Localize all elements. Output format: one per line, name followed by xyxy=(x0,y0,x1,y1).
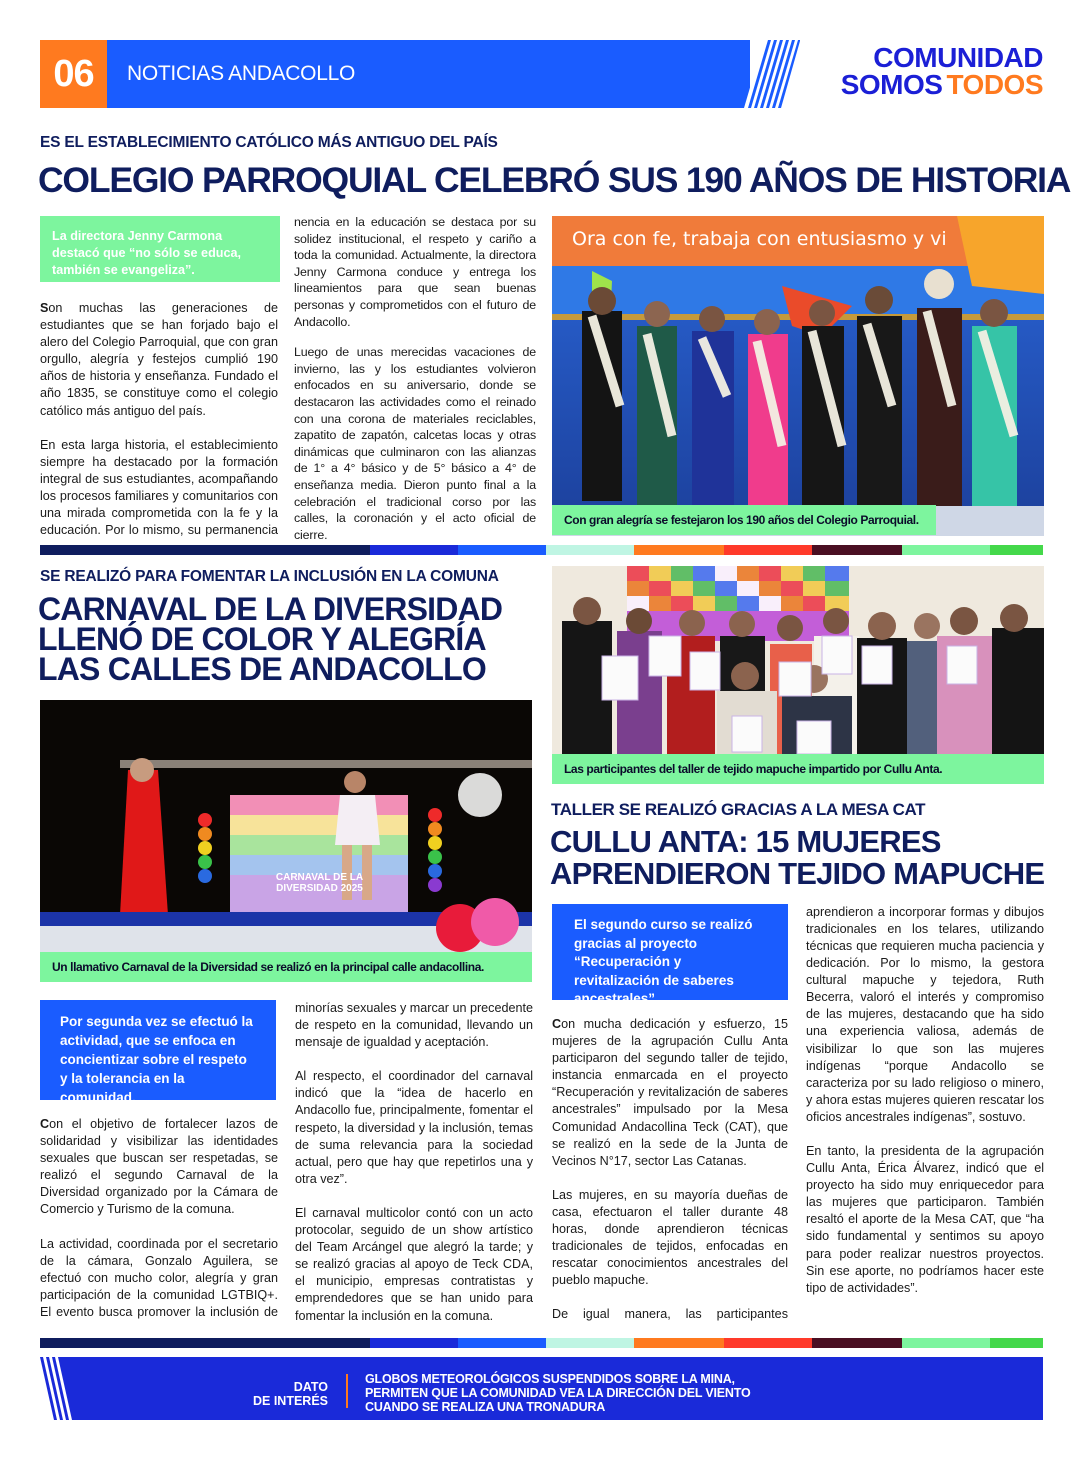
article3-para-1 xyxy=(552,1016,788,1170)
article3-para-1-text: on mucha dedicación y esfuerzo, 15 mujeres de la agrupación Cullu Anta participaron del segundo taller de tejido, instancia enmarcada en el proyecto “Recuperación y revitalización de saberes ancestrales” impulsado por la Mesa Comunidad Andacollina Teck (CAT), que se realizó en la sede de la Junta de Vecinos N°17, sector Las Catanas. xyxy=(552,1017,788,1168)
divider-segment xyxy=(370,545,458,555)
article1-para-1 xyxy=(40,300,278,420)
divider-segment xyxy=(902,545,990,555)
drop-cap: S xyxy=(40,301,49,315)
article2-headline-line-3: LAS CALLES DE ANDACOLLO xyxy=(38,651,486,687)
fact-line-3: CUANDO SE REALIZA UNA TRONADURA xyxy=(365,1400,606,1414)
article2-para-4: El carnaval multicolor contó con un acto protocolar, seguido de un show artístico del Team Arcángel que alegró la tarde; y se realizó gracias al apoyo de Teck CDA, el municipio, empresas contratistas y emprendedores que se han unido para fomentar la inclusión en la comuna. xyxy=(295,1205,533,1323)
article2-headline xyxy=(38,591,503,687)
article3-headline-line-1: CULLU ANTA: 15 MUJERES xyxy=(550,824,941,859)
fact-line-2: PERMITEN QUE LA COMUNIDAD VEA LA DIRECCIÓN DEL VIENTO xyxy=(365,1386,751,1400)
divider-segment xyxy=(546,545,634,555)
article1-para-2-cont-text: nencia en la educación se destaca por su solidez institucional, el respeto y cariño a toda la comunidad. Actualmente, la directora Jenny Carmona conduce y entrega los lineamientos para que sean buenas personas y comprometidos con el futuro de Andacollo. xyxy=(294,215,536,329)
coronation-photo-image xyxy=(552,216,1044,536)
divider-segment xyxy=(812,1338,902,1348)
article2-caption: Un llamativo Carnaval de la Diversidad se realizó en la principal calle andacollina. xyxy=(40,952,532,982)
article3-para-3-start: De igual manera, las participantes xyxy=(552,1307,788,1322)
article3-para-2: Las mujeres, en su mayoría dueñas de casa, efectuaron el taller durante 48 horas, donde aprendieron técnicas tradicionales de tejidos, enfocadas en rescatar conocimientos ancestrales del pueblo mapuche. xyxy=(552,1187,788,1288)
article3-pullquote: El segundo curso se realizó gracias al proyecto “Recuperación y revitalización de saberes ancestrales”. xyxy=(552,904,788,1000)
divider-segment xyxy=(370,1338,458,1348)
article1-pullquote: La directora Jenny Carmona destacó que “no sólo se educa, también se evangeliza”. xyxy=(40,216,280,282)
article1-para-1-text: on muchas las generaciones de estudiantes que se han forjado bajo el alero del Colegio Parroquial, que con gran orgullo, alegría y festejos cumplió 190 años de historia y enseñanza. Fundado el año 1835, se constituye como el colegio católico más antiguo del país. xyxy=(40,301,278,418)
article3-para-3-text: aprendieron a incorporar formas y dibujos tradicionales en los telares, utilizando técnicas que requieren mucha paciencia y dedicación. Por lo mismo, la gestora cultural mapuche y tejedora, Ruth Becerra, valoró el interés y compromiso de las mujeres, destacando que ha sido una experiencia valiosa, además de visibilizar lo que son las mujeres indígenas “porque Andacollo se caracteriza por su lado religioso o minero, y ahora estas mujeres quieren rescatar los oficios ancestrales indígenas”, sostuvo. xyxy=(806,904,1044,1124)
divider-segment xyxy=(40,545,370,555)
article1-col1 xyxy=(40,300,278,539)
article2-kicker: SE REALIZÓ PARA FOMENTAR LA INCLUSIÓN EN LA COMUNA xyxy=(40,568,499,585)
drop-cap: C xyxy=(552,1017,562,1031)
divider-segment xyxy=(724,545,812,555)
article3-col1 xyxy=(552,1016,788,1323)
fact-label-line-1: DATO xyxy=(293,1380,328,1394)
fact-label xyxy=(200,1380,328,1408)
divider-segment xyxy=(634,545,724,555)
stripes-decoration-icon xyxy=(40,1357,100,1420)
article2-para-2: La actividad, coordinada por el secretario de la cámara, Gonzalo Aguilera, se efectuó con mucho color, alegría y gran participación de la comunidad LGTBIQ+. El evento busca promover la inclusión de xyxy=(40,1236,278,1319)
divider-segment xyxy=(634,1338,724,1348)
article1-para-2: En esta larga historia, el establecimiento siempre ha destacado por la formación integral de sus estudiantes, acompañando los procesos familiares y comunitarios con una mirada comprometida con la fe y la educación. Por lo mismo, su permanencia xyxy=(40,437,278,538)
photo-banner-text: Ora con fe, trabaja con entusiasmo y vi xyxy=(572,228,947,250)
page-number: 06 xyxy=(40,40,107,108)
article3-headline-line-2: APRENDIERON TEJIDO MAPUCHE xyxy=(550,856,1045,891)
drop-cap: C xyxy=(40,1117,50,1131)
article3-photo xyxy=(552,566,1044,754)
article1-col2 xyxy=(294,214,536,543)
brand-logo xyxy=(841,44,1043,98)
article3-para-3 xyxy=(806,904,1044,1126)
article1-photo xyxy=(552,216,1044,536)
divider-segment xyxy=(724,1338,812,1348)
article1-para-3: Luego de unas merecidas vacaciones de invierno, las y los estudiantes volvieron enfocados en su aniversario, donde se destacaron las actividades como el reinado con una corona de materiales reciclables, zapatito de zapatón, calcetas locas y otras dinámicas que culminaron con las alianzas de 1° a 4° básico y de 5° básico a 4° de enseñanza media. Dieron punto final a la celebración el tradicional corso por las calles, la coronación y el acto oficial de cierre. xyxy=(294,345,536,542)
fact-label-line-2: DE INTERÉS xyxy=(252,1394,328,1408)
weaving-workshop-photo-image xyxy=(552,566,1044,754)
article2-pullquote: Por segunda vez se efectuó la actividad, que se enfoca en concientizar sobre el respeto y la tolerancia en la comunidad. xyxy=(40,1000,276,1100)
divider-segment xyxy=(458,1338,546,1348)
article2-headline-line-1: CARNAVAL DE LA DIVERSIDAD xyxy=(38,591,503,627)
color-divider xyxy=(40,1338,1043,1348)
divider-segment xyxy=(902,1338,990,1348)
article3-headline xyxy=(550,826,1044,890)
article3-para-4: En tanto, la presidenta de la agrupación Cullu Anta, Érica Álvarez, indicó que el proyecto ha sido muy enriquecedor para las mujeres que participaron. También resaltó el aporte de la Mesa CAT, que “ha sido fundamental y sentimos su apoyo para poder realizar nuestros proyectos. Sin ese aporte, no podríamos hacer este tipo de actividades”. xyxy=(806,1144,1044,1295)
article1-headline: COLEGIO PARROQUIAL CELEBRÓ SUS 190 AÑOS DE HISTORIA xyxy=(38,160,1071,200)
article2-para-2-cont: minorías sexuales y marcar un precedente de respeto en la comunidad, llevando un mensaje de igualdad y aceptación. xyxy=(295,1001,533,1050)
article2-para-3: Al respecto, el coordinador del carnaval indicó que la “idea de hacerlo en Andacollo fue, principalmente, fomentar el respeto, la diversidad y la inclusión, temas de suma relevancia para la sociedad actual, pero que hay que repetirlos una y otra vez”. xyxy=(295,1069,533,1186)
carnival-stage-photo-image xyxy=(40,700,532,952)
article2-photo xyxy=(40,700,532,952)
article1-para-2-cont xyxy=(294,214,536,330)
screen-text: CARNAVAL DE LA DIVERSIDAD 2025 xyxy=(275,872,364,894)
article3-col2 xyxy=(806,904,1044,1297)
brand-line-2b: TODOS xyxy=(946,69,1043,100)
divider-segment xyxy=(990,1338,1043,1348)
brand-line-2a: SOMOS xyxy=(840,69,943,100)
divider-segment xyxy=(546,1338,634,1348)
divider-segment xyxy=(458,545,546,555)
article2-para-1-text: on el objetivo de fortalecer lazos de solidaridad y visibilizar las identidades sexuales que buscan ser respetadas, se realizó el segundo Carnaval de la Diversidad organizado por la Cámara de Comercio y Turismo de la comuna. xyxy=(40,1117,278,1217)
article2-col1 xyxy=(40,1116,278,1322)
fact-text xyxy=(365,1372,751,1414)
divider-segment xyxy=(40,1338,370,1348)
article3-kicker: TALLER SE REALIZÓ GRACIAS A LA MESA CAT xyxy=(551,800,926,819)
article2-para-1 xyxy=(40,1116,278,1219)
article2-col2 xyxy=(295,1000,533,1325)
brand-line-1: COMUNIDAD xyxy=(873,42,1043,73)
article1-caption: Con gran alegría se festejaron los 190 años del Colegio Parroquial. xyxy=(552,505,936,535)
stripes-decoration-icon xyxy=(720,40,800,108)
divider-segment xyxy=(812,545,902,555)
article3-caption: Las participantes del taller de tejido mapuche impartido por Cullu Anta. xyxy=(552,754,1044,784)
divider-segment xyxy=(990,545,1043,555)
section-title: NOTICIAS ANDACOLLO xyxy=(127,62,355,85)
article2-headline-line-2: LLENÓ DE COLOR Y ALEGRÍA xyxy=(38,621,486,657)
fact-line-1: GLOBOS METEOROLÓGICOS SUSPENDIDOS SOBRE LA MINA, xyxy=(365,1372,735,1386)
fact-separator xyxy=(346,1374,348,1408)
article1-kicker: ES EL ESTABLECIMIENTO CATÓLICO MÁS ANTIGUO DEL PAÍS xyxy=(40,134,498,151)
color-divider xyxy=(40,545,1043,555)
